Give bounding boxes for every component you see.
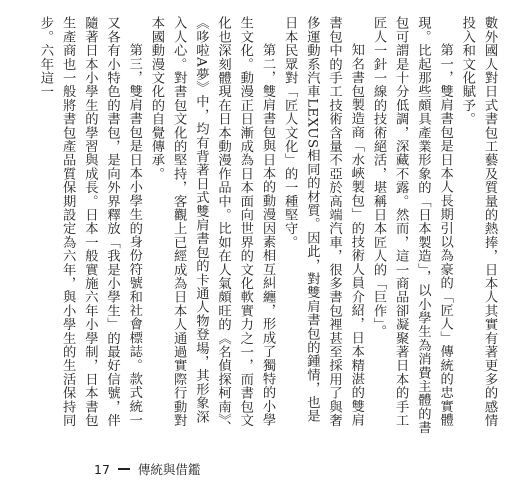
vertical-text-body [20, 16, 500, 436]
footer-dash-separator [118, 468, 130, 470]
book-title: 傳統與借鑑 [137, 462, 201, 477]
paragraph-5: 第三，雙肩書包是日本小學生的身份符號和社會標誌。款式統一又各有小特色的書包，是向外界釋放「我是小學生」的最好信號，伴隨著日本小學生的學習與成長。日本一般實施六年小學制，日本書包生產商也一般將書包產品質保期設定為六年，與小學生的生活保持同步。六年這一 [37, 16, 142, 427]
page-number: 17 [94, 461, 110, 477]
paragraph-1: 數外國人對日式書包工藝及質量的熱捧，日本人其實有著更多的感情投入和文化賦予。 [459, 16, 497, 427]
paragraph-4: 第二，雙肩書包與日本的動漫因素相互糾纏，形成了獨特的小學生文化。動漫正日漸成為日本面向世界的文化軟實力之一，而書包文化也深刻體現在日本動漫作品中。比如在人氣頗旺的《名偵探柯南》、《哆啦A夢》中，均有背著日式雙肩書包的卡通人物登場，其形象深入人心。對書包文化的堅持，客觀上已經成為日本人通過實際行動對本國動漫文化的自覺傳承。 [148, 16, 275, 435]
paragraph-3: 知名書包製造商「水峽製包」的技術人員介紹，日本精湛的雙肩書包中的手工技術含量不亞於高端汽車，很多書包裡甚至採用了與奢侈運動系汽車LEXUS相同的材質。因此，對雙肩書包的鍾情，也是日本民眾對「匠人文化」的一種堅守。 [282, 16, 364, 427]
paragraph-2: 第一，雙肩書包是日本人長期引以為豪的「匠人」傳統的忠實體現。比起那些頗具產業形象的「日本製造」，以小學生為消費主體的書包可謂是十分低調，深藏不露。然而，這一商品卻凝聚著日本的手工匠人一針一線的技術絕活，堪稱日本匠人的「巨作」。 [370, 16, 453, 435]
page-footer [94, 460, 200, 478]
